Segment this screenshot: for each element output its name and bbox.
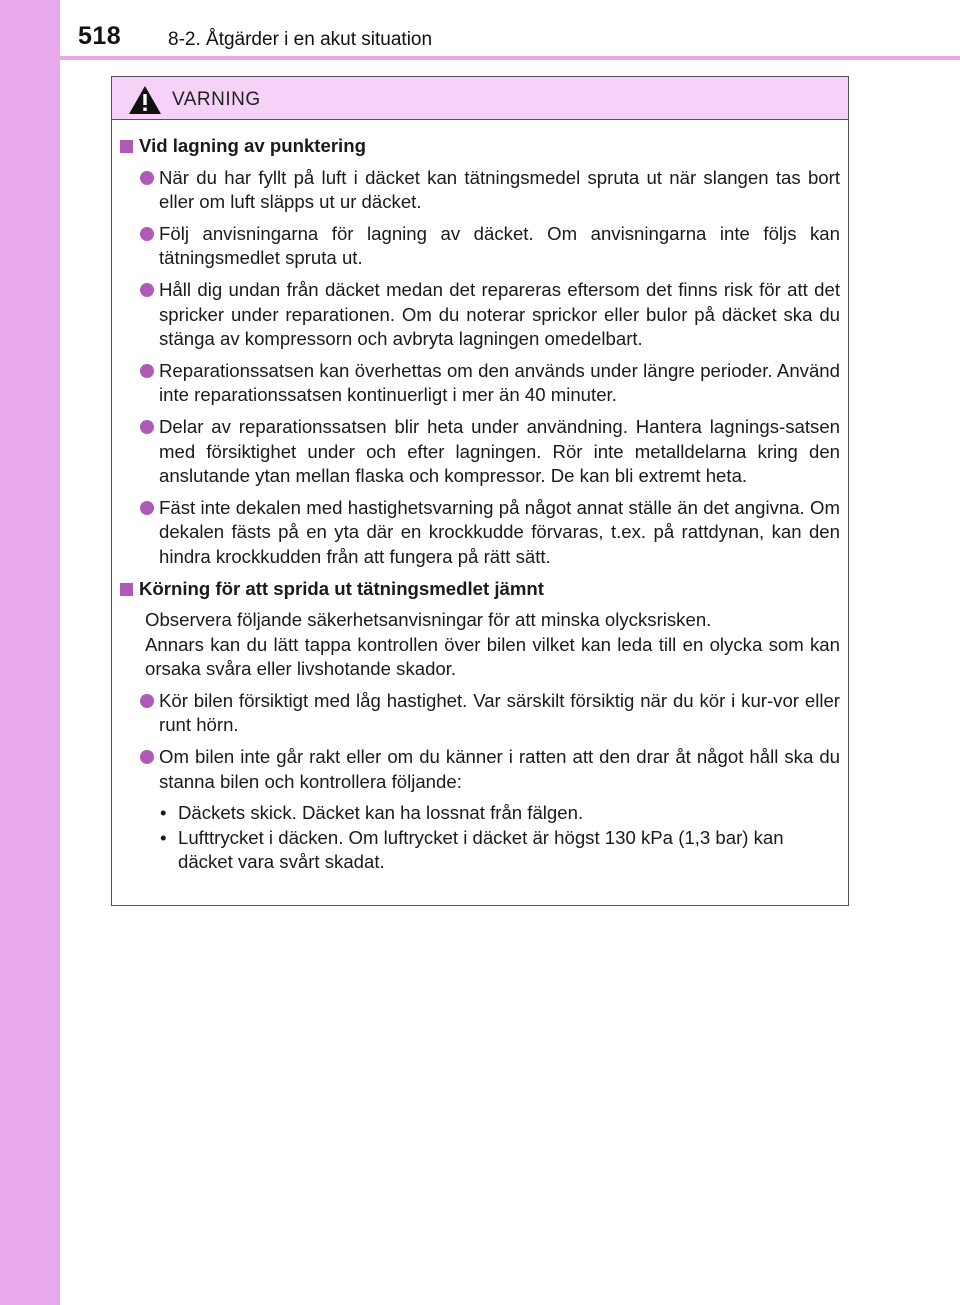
list-item-text: Delar av reparationssatsen blir heta under användning. Hantera lagnings-satsen med försiktighet under och efter lagningen. Rör inte metalldelarna kring den anslutande ytan mellan flaska och kompressor. De kan bli extremt heta. bbox=[159, 415, 840, 487]
side-band bbox=[0, 0, 60, 1305]
list-item bbox=[120, 689, 840, 738]
list-item-text: Håll dig undan från däcket medan det repareras eftersom det finns risk för att det spricker under reparationen. Om du noterar sprickor eller bulor på däcket ska du stänga av kompressorn och avbryta lagningen omedelbart. bbox=[159, 278, 840, 350]
list-item-text: När du har fyllt på luft i däcket kan tätningsmedel spruta ut när slangen tas bort eller om luft släpps ut ur däcket. bbox=[159, 166, 840, 213]
section-heading-driving bbox=[120, 577, 840, 602]
list-item-text: Fäst inte dekalen med hastighetsvarning på något annat ställe än det angivna. Om dekalen fästs på en yta där en krockkudde förvaras, t.ex. på rattdynan, kan den hindra krockkudden från att fungera på rätt sätt. bbox=[159, 496, 840, 567]
warning-body bbox=[112, 120, 848, 875]
sub-bullet-marker: • bbox=[160, 802, 167, 824]
list-item-text: Om bilen inte går rakt eller om du känner i ratten att den drar åt något håll ska du stanna bilen och kontrollera följande: bbox=[159, 746, 840, 792]
section-heading-repair bbox=[120, 134, 840, 159]
sub-list-item-text: Däckets skick. Däcket kan ha lossnat från fälgen. bbox=[178, 802, 584, 824]
sub-bullet-marker: • bbox=[160, 826, 167, 848]
warning-label: VARNING bbox=[172, 89, 261, 110]
list-item bbox=[120, 359, 840, 408]
heading-text: Vid lagning av punktering bbox=[139, 135, 366, 156]
round-bullet-icon bbox=[140, 171, 154, 185]
list-item bbox=[120, 745, 840, 794]
heading-text: Körning för att sprida ut tätningsmedlet jämnt bbox=[139, 577, 544, 599]
list-item bbox=[120, 415, 840, 489]
page-number: 518 bbox=[78, 22, 122, 50]
list-item bbox=[120, 278, 840, 352]
list-item bbox=[120, 222, 840, 271]
warning-triangle-icon bbox=[128, 85, 162, 115]
sub-list-item bbox=[160, 826, 840, 875]
round-bullet-icon bbox=[140, 420, 154, 434]
sub-list-item-text: Lufttrycket i däcken. Om luftrycket i däcket är högst 130 kPa (1,3 bar) kan däcket vara svårt skadat. bbox=[178, 826, 784, 873]
list-item-text: Kör bilen försiktigt med låg hastighet. Var särskilt försiktig när du kör i kur-vor eller runt hörn. bbox=[159, 689, 840, 736]
round-bullet-icon bbox=[140, 694, 154, 708]
list-item-text: Reparationssatsen kan överhettas om den används under längre perioder. Använd inte reparationssatsen kontinuerligt i mer än 40 minuter. bbox=[159, 359, 840, 406]
intro-line: Observera följande säkerhetsanvisningar för att minska olycksrisken. bbox=[145, 609, 712, 631]
list-item-text: Följ anvisningarna för lagning av däcket. Om anvisningarna inte följs kan tätningsmedlet spruta ut. bbox=[159, 222, 840, 269]
round-bullet-icon bbox=[140, 227, 154, 241]
round-bullet-icon bbox=[140, 283, 154, 297]
list-item bbox=[120, 496, 840, 570]
round-bullet-icon bbox=[140, 364, 154, 378]
intro-line: Annars kan du lätt tappa kontrollen över bilen vilket kan leda till en olycka som kan orsaka svåra eller livshotande skador. bbox=[145, 633, 840, 680]
warning-box bbox=[111, 76, 849, 906]
intro-paragraph bbox=[120, 608, 840, 682]
sub-list bbox=[120, 801, 840, 875]
sub-list-item bbox=[160, 801, 840, 826]
square-bullet-icon bbox=[120, 583, 133, 596]
round-bullet-icon bbox=[140, 750, 154, 764]
round-bullet-icon bbox=[140, 501, 154, 515]
warning-header bbox=[112, 77, 848, 120]
list-item bbox=[120, 166, 840, 215]
section-title: 8-2. Åtgärder i en akut situation bbox=[168, 29, 433, 50]
square-bullet-icon bbox=[120, 140, 133, 153]
